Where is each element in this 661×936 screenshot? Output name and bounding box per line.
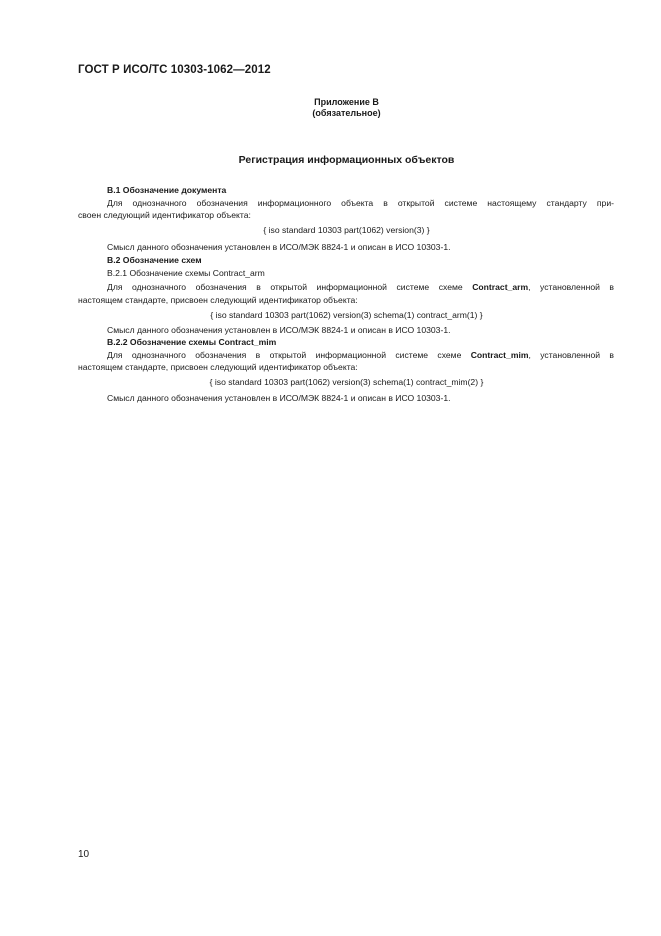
b21-meaning: Смысл данного обозначения установлен в ИСО/МЭК 8824-1 и описан в ИСО 10303-1. [107, 325, 451, 335]
annex-status: (обязательное) [312, 108, 381, 118]
annex-title: Приложение В [314, 97, 379, 107]
b22-paragraph-line2: настоящем стандарте, присвоен следующий идентификатор объекта: [78, 362, 358, 372]
b1-identifier: { iso standard 10303 part(1062) version(3) } [263, 225, 430, 235]
b1-paragraph-line2: своен следующий идентификатор объекта: [78, 210, 251, 220]
section-title: Регистрация информационных объектов [238, 154, 455, 166]
b21-heading: В.2.1 Обозначение схемы Contract_arm [107, 268, 265, 278]
b21-paragraph-text-c: , установленной в [528, 282, 614, 292]
b2-heading: В.2 Обозначение схем [107, 255, 202, 265]
b22-meaning: Смысл данного обозначения установлен в ИСО/МЭК 8824-1 и описан в ИСО 10303-1. [107, 393, 451, 403]
b21-paragraph-text-a: Для однозначного обозначения в открытой информационной системе схеме [107, 282, 473, 292]
standard-header: ГОСТ Р ИСО/ТС 10303-1062—2012 [78, 64, 271, 76]
b22-paragraph-text-a: Для однозначного обозначения в открытой информационной системе схеме [107, 350, 471, 360]
b21-paragraph-line2: настоящем стандарте, присвоен следующий идентификатор объекта: [78, 295, 358, 305]
b22-paragraph-line1 [107, 349, 614, 361]
page-number: 10 [78, 849, 90, 860]
b22-paragraph-text-c: , установленной в [528, 350, 614, 360]
schema-name-contract-mim: Contract_mim [470, 350, 529, 360]
b21-paragraph-line1 [107, 281, 614, 293]
b22-identifier: { iso standard 10303 part(1062) version(3) schema(1) contract_mim(2) } [209, 377, 484, 387]
b21-identifier: { iso standard 10303 part(1062) version(3) schema(1) contract_arm(1) } [210, 310, 483, 320]
b1-meaning: Смысл данного обозначения установлен в ИСО/МЭК 8824-1 и описан в ИСО 10303-1. [107, 242, 451, 252]
b22-heading: В.2.2 Обозначение схемы Contract_mim [107, 337, 277, 347]
schema-name-contract-arm: Contract_arm [472, 282, 529, 292]
b1-paragraph-line1: Для однозначного обозначения информационного объекта в открытой системе настоящему стандарту при- [107, 198, 614, 208]
b1-heading: В.1 Обозначение документа [107, 185, 227, 195]
